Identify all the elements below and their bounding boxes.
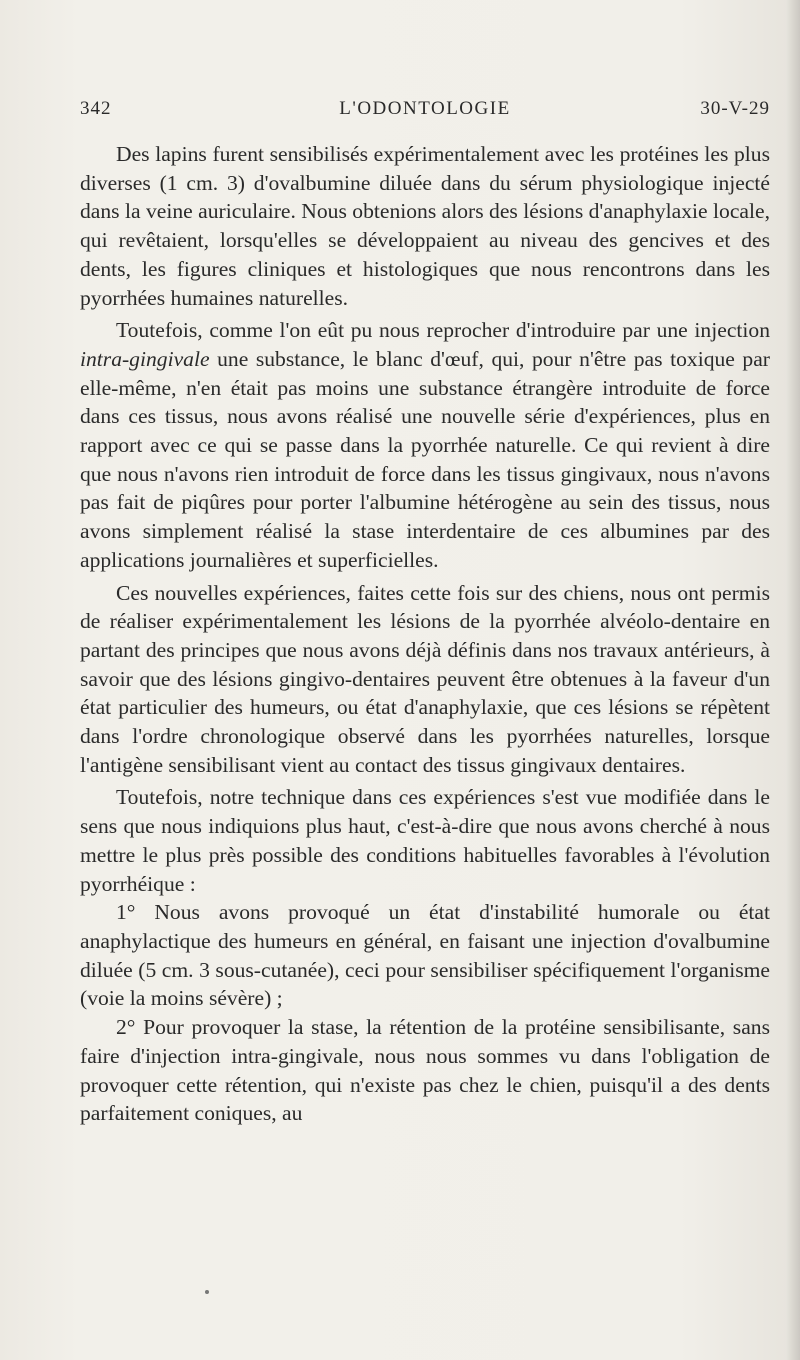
- paragraph-4: Toutefois, notre technique dans ces expériences s'est vue modifiée dans le sens que nous indiquions plus haut, c'est-à-dire que nous avons cherché à nous mettre le plus près possible des conditions habituelles favorables à l'évolution pyorrhéique :: [80, 785, 770, 896]
- page-number: 342: [80, 98, 112, 119]
- paragraph-2-start: Toutefois, comme l'on eût pu nous reprocher d'introduire par une injection: [116, 318, 770, 343]
- paragraph-6: 2° Pour provoquer la stase, la rétention de la protéine sensibilisante, sans faire d'injection intra-gingivale, nous nous sommes vu dans l'obligation de provoquer cette rétention, qui n'existe pas chez le chien, puisqu'il a des dents parfaitement coniques, au: [80, 1015, 770, 1126]
- running-header: [80, 98, 770, 128]
- paragraph-3: Ces nouvelles expériences, faites cette fois sur des chiens, nous ont permis de réaliser expérimentalement les lésions de la pyorrhée alvéolo-dentaire en partant des principes que nous avons déjà définis dans nos travaux antérieurs, à savoir que des lésions gingivo-dentaires peuvent être obtenues à la faveur d'un état particulier des humeurs, ou état d'anaphylaxie, que ces lésions se répètent dans l'ordre chronologique observé dans les pyorrhées naturelles, lorsque l'antigène sensibilisant vient au contact des tissus gingivaux dentaires.: [80, 580, 770, 777]
- paragraph-1: Des lapins furent sensibilisés expérimentalement avec les protéines les plus diverses (1 cm. 3) d'ovalbumine diluée dans du sérum physiologique injecté dans la veine auriculaire. Nous obtenions alors des lésions d'anaphylaxie locale, qui revêtaient, lorsqu'elles se développaient au niveau des gencives et des dents, les figures cliniques et histologiques que nous rencontrons dans les pyorrhées humaines naturelles.: [80, 142, 770, 310]
- paragraph-2: [80, 316, 770, 574]
- ink-speck: [205, 1290, 209, 1294]
- page-edge-shadow: [786, 0, 800, 1360]
- paragraph-2-end: une substance, le blanc d'œuf, qui, pour n'être pas toxique par elle-même, n'en était pas moins une substance étrangère introduite de force dans ces tissus, nous avons réalisé une nouvelle série d'expériences, plus en rapport avec ce qui se passe dans la pyorrhée naturelle. Ce qui revient à dire que nous n'avons rien introduit de force dans les tissus gingivaux, nous n'avons pas fait de piqûres pour porter l'albumine hétérogène au sein des tissus, nous avons simplement réalisé la stase interdentaire de ces albumines par des applications journalières et superficielles.: [80, 346, 770, 572]
- running-title: L'ODONTOLOGIE: [339, 98, 511, 119]
- paragraph-2-italic: intra-gingivale: [80, 346, 210, 371]
- paragraph-5: 1° Nous avons provoqué un état d'instabilité humorale ou état anaphylactique des humeurs en général, en faisant une injection d'ovalbumine diluée (5 cm. 3 sous-cutanée), ceci pour sensibiliser spécifiquement l'organisme (voie la moins sévère) ;: [80, 900, 770, 1011]
- issue-date: 30-V-29: [700, 98, 770, 119]
- body-text: [80, 140, 770, 1128]
